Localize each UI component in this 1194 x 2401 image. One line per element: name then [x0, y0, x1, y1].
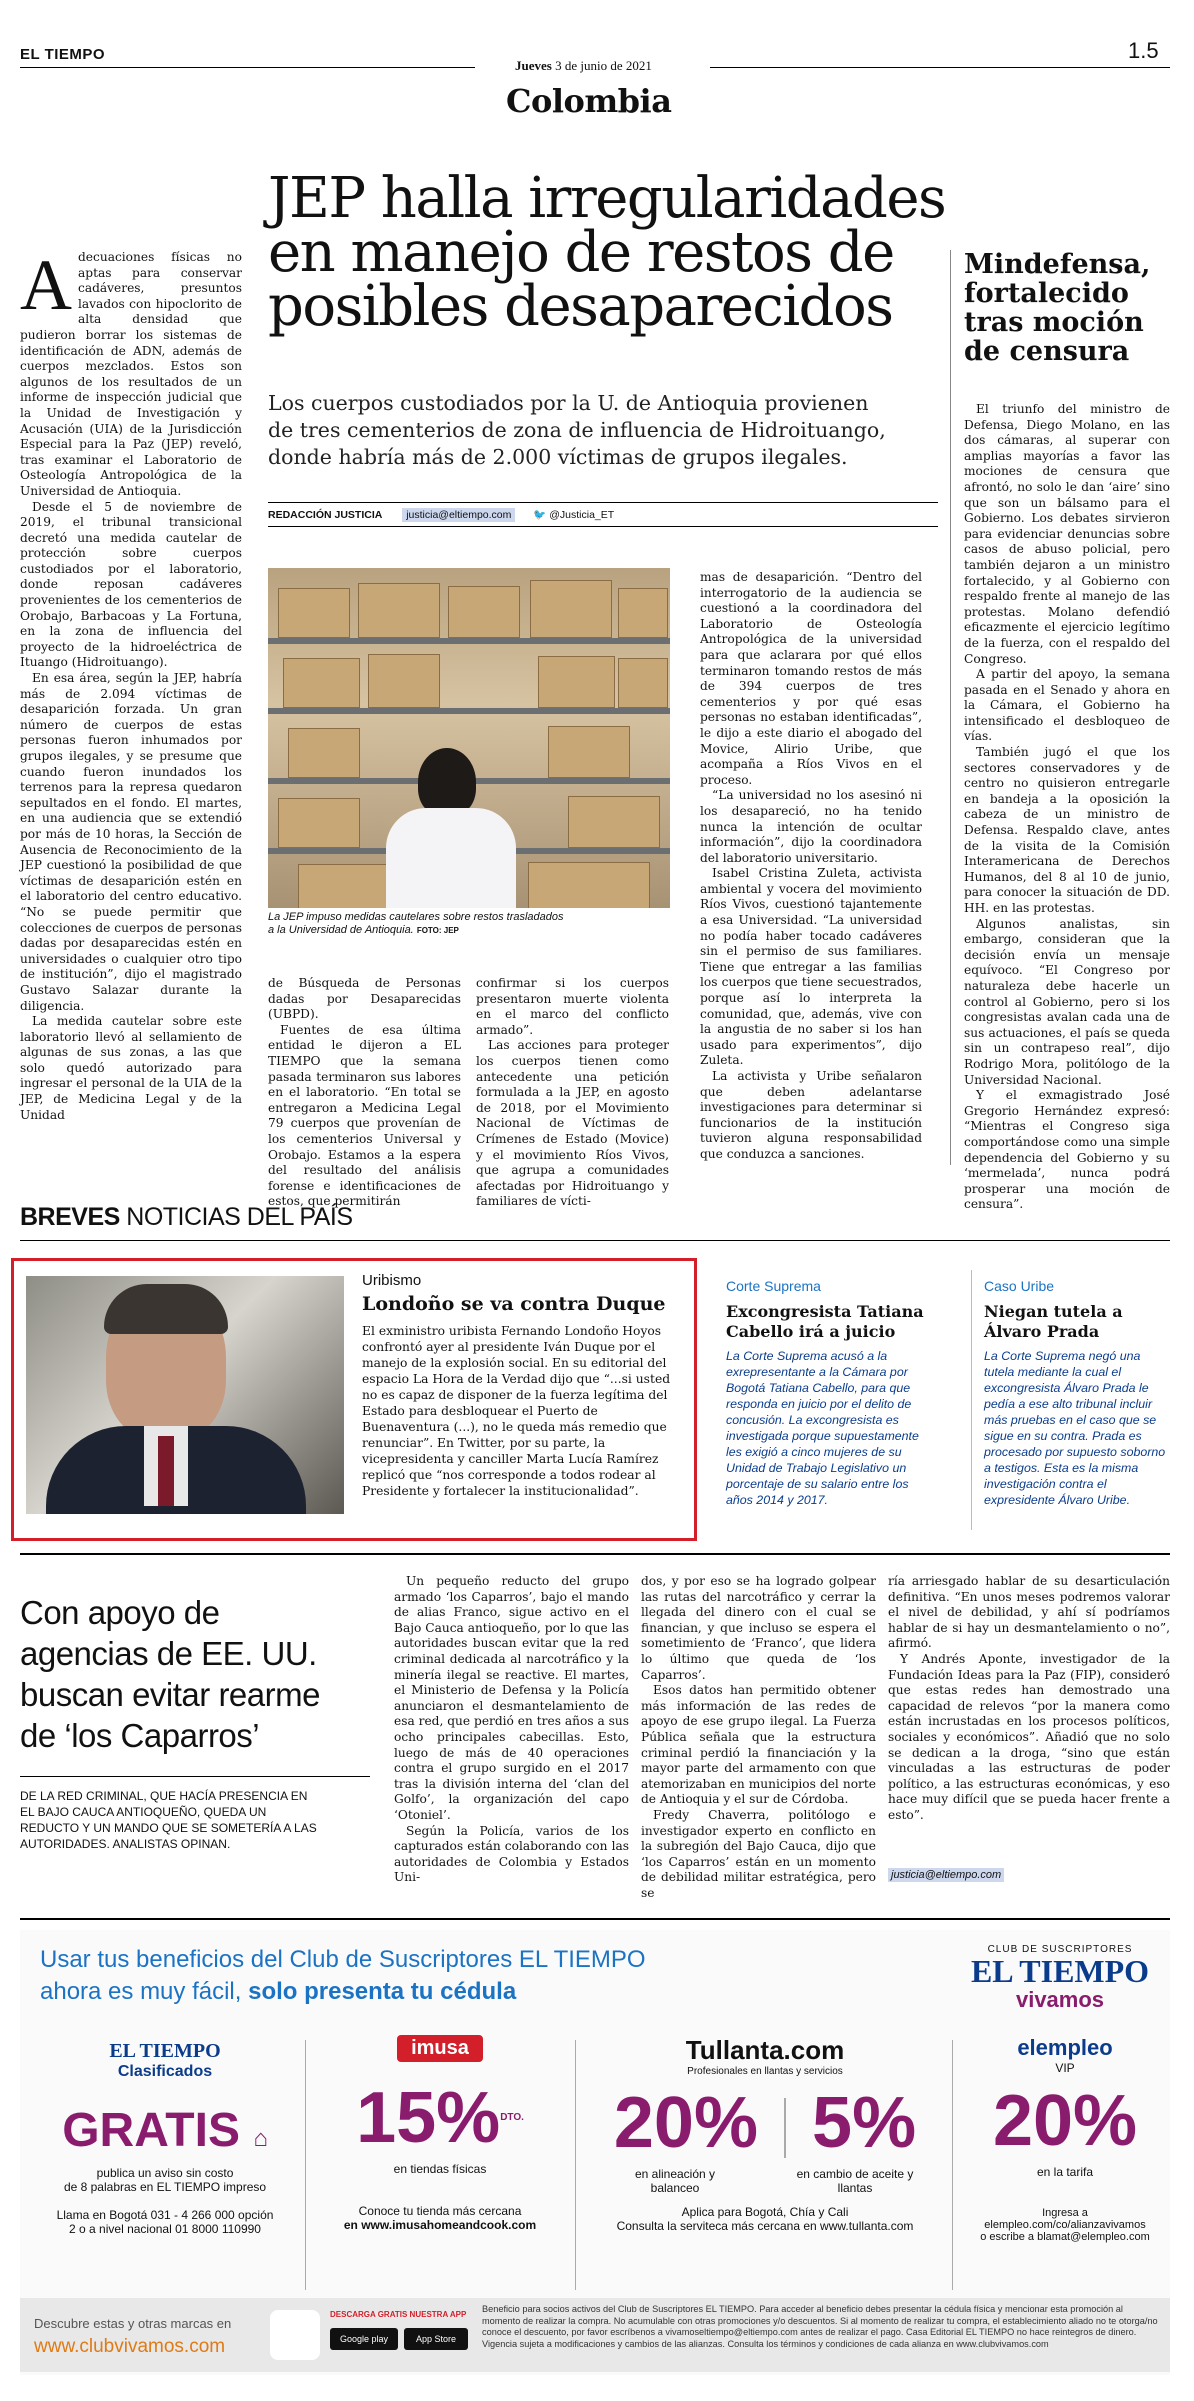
paragraph: También jugó el que los sectores conservadores y de centro no quisieron entregarle en bandeja a la oposición la cabeza de un ministro de Defensa. Respaldo clave, antes de la visita de la Comisión Interamericana de Derechos Humanos, del 8 al 10 de junio, para conocer la situación de DD. HH. en las protestas.: [964, 745, 1170, 915]
breves-kicker: Caso Uribe: [984, 1278, 1055, 1294]
paragraph: mas de desaparición. “Dentro del interrogatorio de la audiencia se cuestionó a la coordinadora del Laboratorio de Osteología Antropológica de la universidad para que aclarara por qué ellos terminaron tomando restos de más de 394 cuerpos de tres cementerios y por qué esas personas no estaban identificadas”, le dijo a este diario el abogado del Movice, Alirio Uribe, que acompaña a Ríos Vivos en el proceso.: [700, 570, 922, 787]
ad-block: [20, 1930, 1170, 2375]
offer-brand: Tullanta.com: [685, 2035, 845, 2065]
offer-desc: en tiendas físicas: [393, 2162, 487, 2176]
paragraph: Y el exmagistrado José Gregorio Hernández expresó: “Mientras el Congreso siga comportándose como una simple dependencia del Gobierno y su ‘mermelada’, nunca podrá prosperar una moción de censura”.: [964, 1088, 1170, 1212]
byline-rule-bottom: [268, 526, 938, 527]
offer-elempleo: [960, 2035, 1170, 2243]
date-line: [515, 58, 652, 74]
offer-clasificados: [40, 2040, 290, 2236]
paragraph: Fuentes de esa última entidad le dijeron a EL TIEMPO que la semana pasada terminaron sus labores en el laboratorio. “En total se entregaron a Medicina Legal 79 cuerpos que provenían de los cementerios Universal y Orobajo. Estamos a la espera del resultado del análisis forense e identificaciones de estos, que permitirán: [268, 1022, 461, 1209]
paragraph: Según la Policía, varios de los capturados están colaborando con las autoridades de Colombia y Estados Uni-: [394, 1823, 629, 1885]
caparros-col-1: [394, 1574, 629, 1886]
header-rule: [20, 67, 475, 68]
byline-twitter[interactable]: @Justicia_ET: [549, 509, 615, 521]
ad-footer: [20, 2298, 1170, 2372]
paragraph: Las acciones para proteger los cuerpos tienen como antecedente una petición formulada a la JEP, en agosto de 2018, por el Movimiento Nacional de Víctimas de Crímenes de Estado (Movice) y el movimiento Ríos Vivos, que agrupa a comunidades afectadas por Hidroituango y familiares de vícti-: [476, 1038, 669, 1209]
caparros-headline-line: de ‘los Caparros’: [20, 1717, 260, 1754]
ad-divider: [575, 2040, 576, 2290]
side-body: [964, 402, 1170, 1213]
ad-divider: [305, 2040, 306, 2290]
app-logo: [270, 2310, 320, 2360]
main-col-3: [476, 976, 669, 1210]
offer-contact: Ingresa a elempleo.com/co/alianzavivamos: [984, 2207, 1146, 2231]
paragraph: Un pequeño reducto del grupo armado ‘los Caparros’, bajo el mando de alias Franco, sigue activo en el Bajo Cauca antioqueño, por lo que las autoridades buscan evitar que la red criminal dedicada al narcotráfico y la minería ilegal se reactive. El martes, el Ministerio de Defensa y la Policía anunciaron el desmantelamiento de esa red, que perdió en tres años a sus ocho principales cabecillas. Esto, luego de más de 40 operaciones contra el grupo surgido en el 2017 tras la división interna del ‘clan del Golfo’, la organización del capo ‘Otoniel’.: [394, 1574, 629, 1822]
side-headline: [964, 250, 1150, 366]
club-logo: [970, 1944, 1150, 2013]
caparros-headline: [20, 1592, 320, 1756]
paragraph: Esos datos han permitido obtener más información de las redes de apoyo de ese grupo ilegal. La Fuerza Pública señala que la estructura criminal perdió la financiación y la mayor parte del armamento con que atemorizaban en municipios del norte de Antioquia y el sur de Córdoba.: [641, 1683, 876, 1807]
headline-line: JEP halla irregularidades: [268, 166, 946, 231]
google-play-button[interactable]: Google play: [330, 2328, 398, 2350]
ad-headline-bold: solo presenta tu cédula: [248, 1978, 517, 2005]
footer-discover: Descubre estas y otras marcas en: [34, 2316, 232, 2331]
ad-headline: [40, 1944, 646, 2008]
offer-desc: publica un aviso sin costo: [96, 2166, 234, 2180]
paragraph: dos, y por eso se ha logrado golpear las rutas del narcotráfico y cerrar la llegada del dinero con el cual se financian, y que incluso se espera el sometimiento de ‘Franco’, que lidera lo último que queda de ‘los Caparros’.: [641, 1574, 876, 1682]
breves-body: La Corte Suprema negó una tutela mediante la cual el excongresista Álvaro Prada le pedía a ese alto tribunal incluir más pruebas en el caso que se sigue en su contra. Prada es procesado por supuesto soborno a testigos. Esta es la misma investigación contra el expresidente Álvaro Uribe.: [984, 1349, 1166, 1507]
paragraph: Algunos analistas, sin embargo, consideran que la decisión envía un mensaje equívoco. “El Congreso por naturaleza debe hacerle un control al Gobierno, pero si los congresistas avalan cada una de sus actuaciones, el país se queda sin un contrapeso real”, dijo Rodrigo Mora, politólogo de la Universidad Nacional.: [964, 916, 1170, 1087]
offer-contact: Consulta la serviteca más cercana en www.tullanta.com: [616, 2219, 914, 2233]
londono-photo: [26, 1276, 344, 1514]
main-col-1: [20, 245, 242, 1123]
club-logo-small: CLUB DE SUSCRIPTORES: [987, 1944, 1133, 1955]
masthead: EL TIEMPO: [20, 46, 106, 63]
offer-desc: en cambio de aceite y llantas: [796, 2167, 914, 2195]
offer-desc: en alineación y balanceo: [634, 2167, 716, 2195]
page-number: 1.5: [1128, 38, 1159, 63]
breves-title-line: Niegan tutela a: [984, 1302, 1123, 1321]
footer-fine-print: Beneficio para socios activos del Club de Suscriptores EL TIEMPO. Para acceder al beneficio debes presentar la cédula física y mencionar esta promoción al momento de realizar la compra. No acumulable con otras promociones y/o descuentos. Si al momento de realizar tu compra, el establecimiento aliado no te otorga/no conoce el descuento, por favor escríbenos a vivamoseltiempo@eltiempo.com antes de realizar el pago. Casa Editorial EL TIEMPO no hace reintegros de dinero. Vigencia sujeta a modificaciones y cambios de las alianzas. Consulta los términos y condiciones de cada alianza en www.clubvivamos.com: [482, 2304, 1158, 2349]
ad-divider: [952, 2040, 953, 2290]
breves-item-2: [726, 1278, 931, 1508]
breves-divider: [971, 1270, 972, 1530]
photo-credit: FOTO: JEP: [416, 926, 459, 935]
deck-line: donde habría más de 2.000 víctimas de grupos ilegales.: [268, 445, 848, 469]
side-headline-line: fortalecido: [964, 278, 1129, 309]
breves-body: La Corte Suprema acusó a la exrepresentante a la Cámara por Bogotá Tatiana Cabello, para que responda en juicio por el delito de concusión. La excongresista es investigada porque supuestamente les exigió a cinco mujeres de su Unidad de Trabajo Legislativo un porcentaje de su salario entre los años 2014 y 2017.: [726, 1349, 919, 1507]
offer-imusa: [315, 2035, 565, 2232]
byline-name: REDACCIÓN JUSTICIA: [268, 509, 383, 521]
offer-vip: VIP: [1055, 2061, 1075, 2075]
drop-cap: A: [20, 245, 72, 325]
caparros-headline-line: buscan evitar rearme: [20, 1676, 320, 1713]
breves-title-line: Excongresista Tatiana: [726, 1302, 924, 1321]
caparros-deck: DE LA RED CRIMINAL, QUE HACÍA PRESENCIA EN EL BAJO CAUCA ANTIOQUEÑO, QUEDA UN REDUCTO Y UN MANDO QUE SE SOMETERÍA A LAS AUTORIDADES. ANALISTAS OPINAN.: [20, 1789, 317, 1851]
offer-big: [585, 2083, 945, 2163]
ad-headline-line: [40, 1976, 646, 2008]
caparros-col-3: [888, 1574, 1170, 1824]
offer-brand: elempleo: [1017, 2035, 1113, 2060]
breves-item-1: [362, 1272, 686, 1499]
headline-line: posibles desaparecidos: [268, 274, 893, 339]
side-headline-line: de censura: [964, 336, 1130, 367]
breves-title-line: Cabello irá a juicio: [726, 1322, 896, 1341]
main-photo: [268, 568, 670, 908]
breves-title: [726, 1302, 931, 1342]
club-logo-vivamos: vivamos: [1015, 1987, 1105, 2012]
offer-big-text: GRATIS: [62, 2104, 240, 2157]
offer-desc: de 8 palabras en EL TIEMPO impreso: [63, 2180, 267, 2194]
main-headline: [268, 166, 946, 339]
headline-line: en manejo de restos de: [268, 220, 894, 285]
paragraph: confirmar si los cuerpos presentaron muerte violenta en el marco del conflicto armado”.: [476, 976, 669, 1037]
byline: [268, 508, 614, 521]
offer-contact: en www.imusahomeandcook.com: [343, 2218, 537, 2232]
breves-label: [20, 1203, 353, 1232]
offer-big-text: 5%: [812, 2083, 917, 2163]
club-logo-brand: EL TIEMPO: [970, 1953, 1150, 1989]
offer-brand-sub: Clasificados: [117, 2063, 213, 2080]
paragraph: de Búsqueda de Personas dadas por Desaparecidas (UBPD).: [268, 976, 461, 1022]
photo-person-head: [418, 748, 476, 816]
main-col-4: [700, 570, 922, 1163]
photo-caption: [268, 911, 568, 937]
breves-kicker: Uribismo: [362, 1272, 422, 1289]
date-day: Jueves: [515, 58, 552, 73]
breves-kicker: Corte Suprema: [726, 1278, 821, 1294]
offer-contact: Aplica para Bogotá, Chía y Cali: [681, 2205, 849, 2219]
byline-email[interactable]: justicia@eltiempo.com: [402, 508, 515, 522]
offer-big: 20%: [992, 2081, 1138, 2161]
breves-item-3: [984, 1278, 1170, 1508]
offer-contact: Conoce tu tienda más cercana: [358, 2204, 522, 2218]
paragraph: Isabel Cristina Zuleta, activista ambiental y vocera del movimiento Ríos Vivos, cuestionó tajantemente a esa Universidad. “La universidad no podía haber tocado cadáveres sin el permiso de sus familiares. Tiene que entregar a las familias los cuerpos que tiene secuestrados, porque así lo interpreta la comunidad, que, además, vive con la angustia de no saber si los han usado para experimentos”, dijo Zuleta.: [700, 866, 922, 1068]
offer-big-text: 20%: [613, 2083, 758, 2163]
deck-line: Los cuerpos custodiados por la U. de Antioquia provienen: [268, 391, 869, 415]
twitter-icon: 🐦: [533, 509, 547, 521]
offer-desc: en la tarifa: [1036, 2165, 1094, 2179]
paragraph: En esa área, según la JEP, habría más de 2.094 víctimas de desaparición forzada. Un gran número de cuerpos de estas personas fueron inhumados por grupos ilegales, y se presume que cuando fueron inundados los terrenos para la represa quedaron sepultados en el fondo. El martes, en una audiencia que se extendió por más de 10 horas, la Sección de Ausencia de Reconocimiento de la JEP cuestionó la posibilidad de que víctimas de desaparición estén en el laboratorio del centro educativo. “No se puede permitir que colecciones de cuerpos de personas dadas por desaparecidas estén en universidades o cualquier otro tipo de institución”, dijo el magistrado Gustavo Salazar durante la diligencia.: [20, 671, 242, 1013]
breves-title-line: Álvaro Prada: [984, 1322, 1100, 1341]
ad-headline-line: Usar tus beneficios del Club de Suscriptores EL TIEMPO: [40, 1946, 646, 1973]
offer-brand: EL TIEMPO: [109, 2040, 221, 2062]
paragraph: Desde el 5 de noviembre de 2019, el tribunal transicional decretó una medida cautelar de protección sobre cuerpos custodiados por el laboratorio, donde reposan cadáveres provenientes de los cementerios de Orobajo, Barbacoas y La Fortuna, en la zona de influencia del proyecto de la hidroeléctrica de Ituango (Hidroituango).: [20, 499, 242, 670]
caparros-email[interactable]: justicia@eltiempo.com: [888, 1868, 1004, 1882]
section-title: Colombia: [506, 82, 672, 120]
breves-label-light: NOTICIAS DEL PAÍS: [126, 1203, 353, 1231]
ad-rule-top: [20, 1918, 1170, 1920]
offer-contact: o escribe a blamat@elempleo.com: [980, 2231, 1150, 2243]
paragraph: decuaciones físicas no aptas para conservar cadáveres, presuntos lavados con hipoclorito de alta densidad que pudieron borrar los sistemas de identificación de ADN, además de cuerpos mezclados. Estos son algunos de los resultados de un informe de inspección judicial que la Unidad de Investigación y Acusación (UIA) de la Jurisdicción Especial para la Paz (JEP) reveló, tras examinar el Laboratorio de Osteología Antropológica de la Universidad de Antioquia.: [20, 250, 242, 498]
breves-rule: [20, 1240, 1170, 1241]
breves-title: Londoño se va contra Duque: [362, 1293, 666, 1315]
caparros-headline-line: agencias de EE. UU.: [20, 1635, 317, 1672]
ad-headline-part: ahora es muy fácil,: [40, 1978, 242, 2005]
caparros-headline-line: Con apoyo de: [20, 1594, 220, 1631]
paragraph: La medida cautelar sobre este laboratorio llevó al sellamiento de algunas de sus zonas, a las que solo quedó autorizado para ingresar el personal de la UIA de la JEP, de Medicina Legal y de la Unidad: [20, 1014, 242, 1122]
offer-tagline: Profesionales en llantas y servicios: [687, 2066, 843, 2077]
footer-app-label: DESCARGA GRATIS NUESTRA APP: [330, 2310, 467, 2319]
paragraph: La activista y Uribe señalaron que deben adelantarse investigaciones para determinar si funcionarios de la institución tuvieron alguna responsabilidad que conduzca a sanciones.: [700, 1069, 922, 1161]
side-divider: [950, 250, 951, 1165]
offer-big-text: 15%: [356, 2078, 501, 2158]
paragraph: El triunfo del ministro de Defensa, Diego Molano, en las dos cámaras, al superar con amplias mayorías a favor las mociones de censura que afrontó, no solo le dan ‘aire’ sino que son un bálsamo para el Gobierno. Los debates sirvieron para evidenciar denuncias sobre casos de abuso policial, pero también dejaron a un ministro fortalecido, y al Gobierno con respaldo frente al manejo de las protestas. Molano defendió eficazmente el ejercicio legítimo de la fuerza, con el respaldo del Congreso.: [964, 402, 1170, 666]
paragraph: “La universidad no los asesinó ni los desapareció, no ha tenido nunca la intención de ocultar información”, dijo la coordinadora del laboratorio universitario.: [700, 788, 922, 865]
caparros-deck-rule: [20, 1776, 370, 1777]
offer-contact: Llama en Bogotá 031 - 4 266 000 opción: [56, 2208, 274, 2222]
main-col-2: [268, 976, 461, 1210]
home-icon: ⌂: [253, 2125, 268, 2152]
caption-text: La JEP impuso medidas cautelares sobre restos trasladados a la Universidad de Antioquia.: [268, 911, 564, 936]
paragraph: A partir del apoyo, la semana pasada en el Senado y ahora en la Cámara, el Gobierno ha intensificado el desbloqueo de vías.: [964, 667, 1170, 744]
paragraph: Fredy Chaverra, politólogo e investigador experto en conflicto en la subregión del Bajo Cauca, dijo que ‘los Caparros’ están en un momento de debilidad militar estratégica, pero se: [641, 1807, 876, 1900]
offer-dto: DTO.: [500, 2112, 524, 2123]
side-headline-line: tras moción: [964, 307, 1144, 338]
side-headline-line: Mindefensa,: [964, 249, 1151, 280]
paragraph: Y Andrés Aponte, investigador de la Fundación Ideas para la Paz (FIP), consideró que estas redes han demostrado una capacidad de relevos “por la manera como están incrustadas en los procesos políticos, sociales y económicos”. Añadió que no solo se dedican a la droga, “sino que están vinculadas a las estructuras de poder político, a las estructuras económicas, y eso hace muy difícil que se pueda hacer frente a esto”.: [888, 1651, 1170, 1822]
photo-person-body: [386, 808, 516, 908]
offer-big: [40, 2103, 290, 2158]
app-store-button[interactable]: App Store: [404, 2328, 468, 2350]
caparros-col-2: [641, 1574, 876, 1901]
header-rule-right: [710, 67, 1170, 68]
main-deck: [268, 390, 886, 471]
deck-line: de tres cementerios de zona de influencia de Hidroituango,: [268, 418, 886, 442]
paragraph: ría arriesgado hablar de su desarticulación definitiva. “En unos meses podremos valorar el nivel de debilidad, y ahí sí podríamos hablar de si hay un desmantelamiento o no”, afirmó.: [888, 1574, 1170, 1651]
date-rest: 3 de junio de 2021: [555, 58, 652, 73]
breves-label-bold: BREVES: [20, 1203, 120, 1231]
footer-url[interactable]: www.clubvivamos.com: [34, 2336, 226, 2357]
breves-title: [984, 1302, 1170, 1342]
caparros-rule-top: [20, 1553, 1170, 1555]
breves-body: El exministro uribista Fernando Londoño Hoyos confrontó ayer al presidente Iván Duque por el manejo de la explosión social. En su editorial del espacio La Hora de la Verdad dijo que “...si usted no es capaz de disponer de la fuerza legítima del Estado para desbloquear el Puerto de Buenaventura (...), no le queda más remedio que renunciar”. En Twitter, por su parte, la vicepresidenta y canciller Marta Lucía Ramírez replicó que “nos corresponde a todos rodear al Presidente y fortalecer la institucionalidad”.: [362, 1324, 671, 1498]
offer-big: [315, 2078, 565, 2158]
offer-contact: 2 o a nivel nacional 01 8000 110990: [69, 2222, 261, 2236]
offer-tullanta: [585, 2035, 945, 2233]
byline-rule-top: [268, 502, 938, 503]
offer-brand: imusa: [397, 2035, 483, 2062]
